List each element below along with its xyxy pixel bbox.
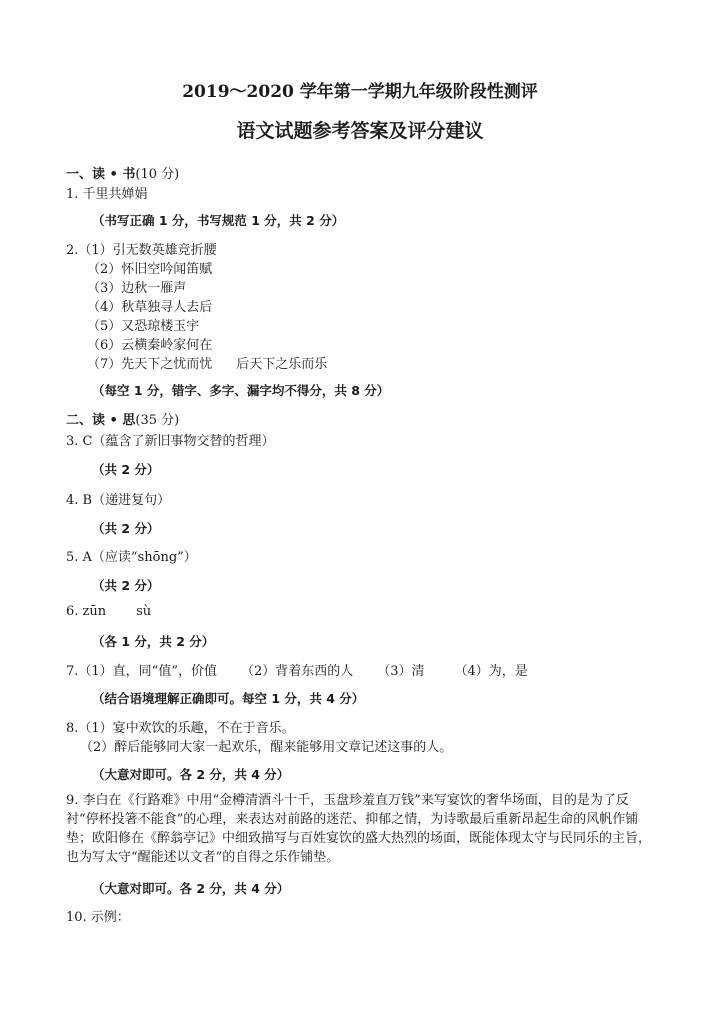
- score-note-q2: （每空 1 分，错字、多字、漏字均不得分，共 8 分）: [92, 383, 390, 398]
- section-label: 一、读 • 书: [66, 167, 136, 182]
- page-title: 2019～2020 学年第一学期九年级阶段性测评: [182, 82, 538, 102]
- answer-q2-1: 2.（1）引无数英雄竞折腰: [66, 243, 217, 258]
- answer-q2-3: （3）边秋一雁声: [87, 281, 187, 296]
- answer-q6: [66, 604, 151, 619]
- section-heading-read-think: [66, 409, 179, 428]
- section-heading-read-book: [66, 163, 179, 182]
- answer-q7: [66, 660, 528, 679]
- answer-q7-3: （3）清: [377, 664, 425, 679]
- answer-q8-1: 8.（1）宴中欢饮的乐趣，不在于音乐。: [66, 721, 295, 736]
- answer-q2-7-second: 后天下之乐而乐: [236, 357, 328, 372]
- score-note-q8: （大意对即可。各 2 分，共 4 分）: [92, 767, 290, 782]
- answer-q2-2: （2）怀旧空吟闻笛赋: [87, 262, 213, 277]
- answer-q7-4: （4）为，是: [454, 664, 528, 679]
- answer-q2-7: [87, 353, 327, 372]
- score-note-q3: （共 2 分）: [92, 462, 160, 477]
- page-subtitle: 语文试题参考答案及评分建议: [236, 120, 484, 142]
- score-note-q4: （共 2 分）: [92, 521, 160, 536]
- answer-q6-a: 6. zūn: [66, 604, 107, 619]
- answer-q2-6: （6）云横秦岭家何在: [87, 338, 213, 353]
- answer-q7-2: （2）背着东西的人: [240, 664, 354, 679]
- answer-q2-4: （4）秋草独寻人去后: [87, 300, 213, 315]
- score-note-q1: （书写正确 1 分，书写规范 1 分，共 2 分）: [92, 213, 345, 228]
- answer-q6-b: sù: [136, 604, 152, 619]
- answer-q2-7-first: （7）先天下之忧而忧: [87, 357, 213, 372]
- score-note-q9: （大意对即可。各 2 分，共 4 分）: [92, 881, 290, 896]
- score-note-q6: （各 1 分，共 2 分）: [92, 634, 215, 649]
- answer-q3: 3. C（蕴含了新旧事物交替的哲理）: [66, 434, 275, 449]
- answer-q1: 1. 千里共婵娟: [66, 187, 148, 202]
- section-points: (10 分): [135, 167, 180, 182]
- score-note-q5: （共 2 分）: [92, 578, 160, 593]
- answer-q9: 9. 李白在《行路难》中用“金樽清酒斗十千，玉盘珍羞直万钱”来写宴饮的奢华场面，目的是为了反衬“停杯投箸不能食”的心理，来表达对前路的迷茫、抑郁之情，为诗歌最后重新昂起生命的风帆作铺垫；欧阳修在《醉翁亭记》中细致描写与百姓宴饮的盛大热烈的场面，既能体现太守与民同乐的主旨，也为写太守“醒能述以文者”的自得之乐作铺垫。: [66, 793, 652, 865]
- section-label: 二、读 • 思: [66, 413, 136, 428]
- score-note-q7: （结合语境理解正确即可。每空 1 分，共 4 分）: [92, 691, 365, 706]
- section-points: (35 分): [135, 413, 180, 428]
- answer-q2-5: （5）又恐琼楼玉宇: [87, 319, 200, 334]
- answer-q4: 4. B（递进复句）: [66, 493, 171, 508]
- answer-q8-2: （2）醉后能够同大家一起欢乐，醒来能够用文章记述这事的人。: [80, 740, 453, 755]
- answer-q7-1: 7.（1）直，同“值”，价值: [66, 664, 217, 679]
- answer-q5: 5. A（应读“shōng”）: [66, 550, 197, 565]
- answer-q10: 10. 示例：: [66, 910, 130, 925]
